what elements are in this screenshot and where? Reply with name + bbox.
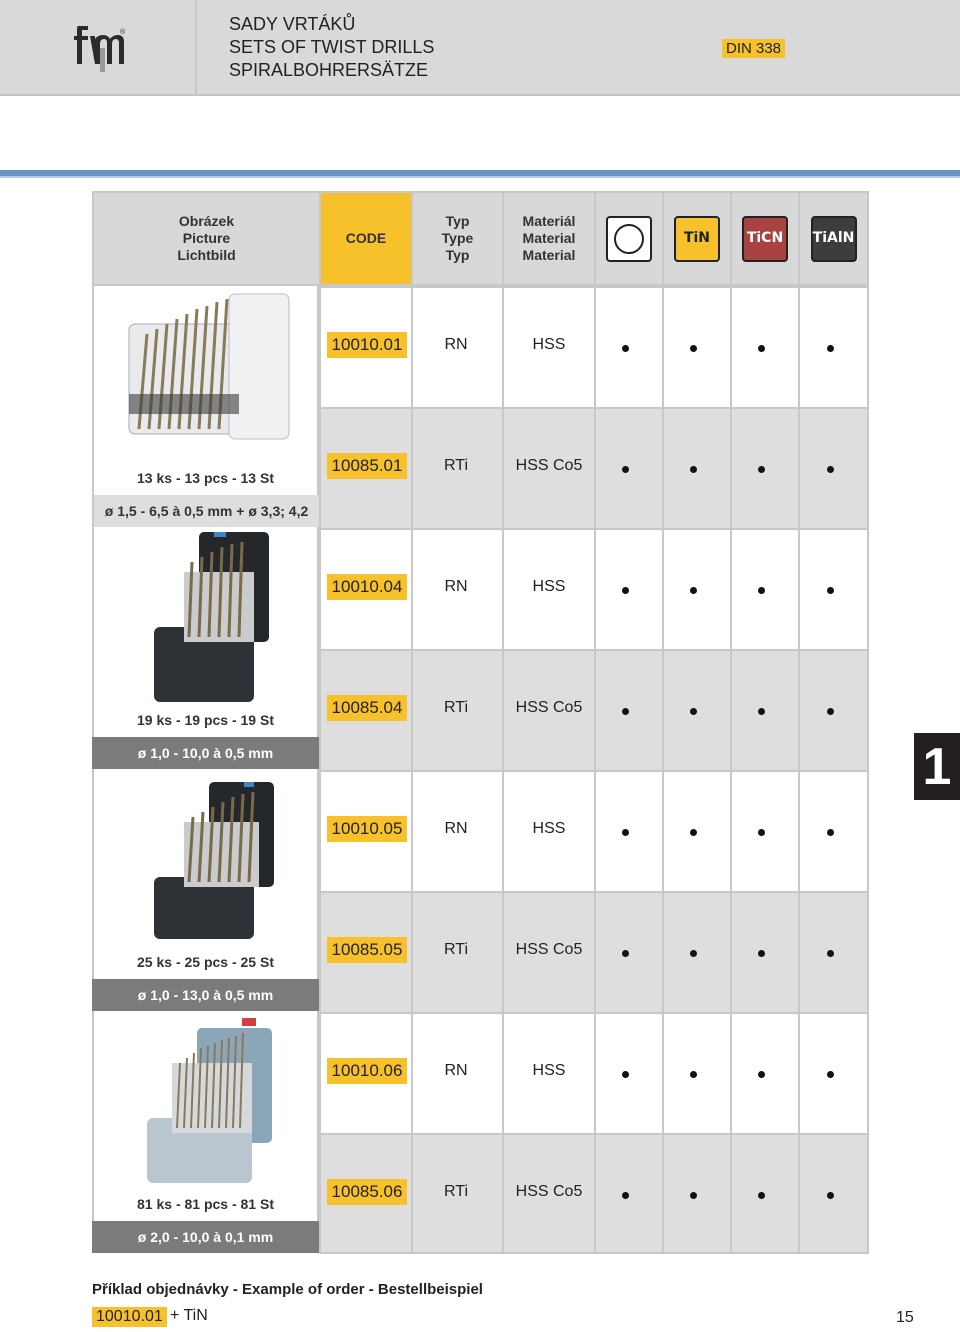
availability-dot <box>758 587 765 594</box>
example-suffix: + TiN <box>170 1307 208 1324</box>
product-material: HSS <box>532 1062 566 1079</box>
product-row <box>319 649 869 770</box>
column-divider <box>730 893 732 1012</box>
product-type: RN <box>444 578 468 595</box>
set-3-diameter: ø 1,0 - 13,0 à 0,5 mm <box>92 979 319 1011</box>
column-divider <box>798 651 800 770</box>
column-divider <box>411 530 413 649</box>
header-type-de: Typ <box>445 247 470 263</box>
column-divider <box>662 893 664 1012</box>
availability-dot <box>758 950 765 957</box>
set-2-diameter: ø 1,0 - 10,0 à 0,5 mm <box>92 737 319 769</box>
product-row <box>319 528 869 649</box>
column-divider <box>867 651 869 770</box>
product-row <box>319 770 869 891</box>
product-type: RN <box>444 820 468 837</box>
column-divider <box>662 530 664 649</box>
set-2-count: 19 ks - 19 pcs - 19 St <box>137 712 274 728</box>
ticn-badge: TiCN <box>742 216 788 262</box>
column-divider <box>798 288 800 407</box>
product-code: 10010.05 <box>327 816 407 842</box>
column-divider <box>662 651 664 770</box>
column-divider <box>411 772 413 891</box>
availability-dot <box>827 708 834 715</box>
availability-dot <box>827 345 834 352</box>
column-divider <box>662 288 664 407</box>
availability-dot <box>622 1192 629 1199</box>
column-divider <box>662 409 664 528</box>
column-divider <box>798 1014 800 1133</box>
availability-dot <box>758 466 765 473</box>
column-divider <box>319 409 321 528</box>
column-divider <box>867 288 869 407</box>
column-divider <box>730 288 732 407</box>
product-type: RN <box>444 1062 468 1079</box>
set-1-diameter: ø 1,5 - 6,5 à 0,5 mm + ø 3,3; 4,2 <box>92 495 319 527</box>
drill-set-13-image <box>119 294 289 444</box>
availability-dot <box>690 950 697 957</box>
column-divider <box>730 1014 732 1133</box>
header-type-en: Type <box>441 230 474 246</box>
column-divider <box>867 893 869 1012</box>
header-type-cz: Typ <box>445 213 470 229</box>
header-material-en: Material <box>522 230 576 246</box>
product-code: 10085.06 <box>327 1179 407 1205</box>
header-ticn <box>730 191 800 286</box>
column-divider <box>319 1014 321 1133</box>
product-row <box>319 1133 869 1254</box>
column-divider <box>319 1135 321 1252</box>
din-norm-badge: DIN 338 <box>722 39 785 58</box>
set-2-picture-cell <box>92 528 319 770</box>
availability-dot <box>827 1071 834 1078</box>
column-divider <box>730 772 732 891</box>
column-divider <box>319 651 321 770</box>
availability-dot <box>758 1071 765 1078</box>
svg-text:®: ® <box>120 29 126 36</box>
product-type: RTi <box>444 457 468 474</box>
availability-dot <box>622 587 629 594</box>
section-tab: 1 <box>914 733 960 800</box>
product-code: 10010.06 <box>327 1058 407 1084</box>
product-code: 10085.01 <box>327 453 407 479</box>
column-divider <box>867 772 869 891</box>
column-divider <box>730 651 732 770</box>
availability-dot <box>827 466 834 473</box>
availability-dot <box>622 829 629 836</box>
column-divider <box>319 893 321 1012</box>
column-divider <box>411 409 413 528</box>
availability-dot <box>827 1192 834 1199</box>
column-divider <box>798 409 800 528</box>
column-divider <box>662 1014 664 1133</box>
fm-logo <box>70 22 124 72</box>
tialn-badge: TiAlN <box>811 216 857 262</box>
product-material: HSS <box>532 578 566 595</box>
set-1-count: 13 ks - 13 pcs - 13 St <box>137 470 274 486</box>
product-type: RTi <box>444 941 468 958</box>
availability-dot <box>758 708 765 715</box>
set-3-count: 25 ks - 25 pcs - 25 St <box>137 954 274 970</box>
page-header <box>0 0 960 96</box>
column-divider <box>411 1135 413 1252</box>
header-picture-cz: Obrázek <box>178 213 235 229</box>
set-4-picture-cell <box>92 1012 319 1253</box>
set-1-picture-cell <box>92 286 319 528</box>
column-divider <box>319 530 321 649</box>
example-code: 10010.01 <box>92 1307 167 1327</box>
availability-dot <box>690 587 697 594</box>
product-row <box>319 1012 869 1133</box>
set-3-picture-cell <box>92 770 319 1012</box>
product-table <box>92 191 869 1253</box>
column-divider <box>867 1135 869 1252</box>
availability-dot <box>622 1071 629 1078</box>
set-4-count: 81 ks - 81 pcs - 81 St <box>137 1196 274 1212</box>
header-uncoated <box>594 191 664 286</box>
header-material <box>502 191 596 286</box>
column-divider <box>867 1014 869 1133</box>
availability-dot <box>690 466 697 473</box>
product-material: HSS <box>532 820 566 837</box>
title-cz: SADY VRTÁKŮ <box>229 14 356 34</box>
column-divider <box>867 409 869 528</box>
header-material-cz: Materiál <box>522 213 576 229</box>
uncoated-icon <box>606 216 652 262</box>
title-en: SETS OF TWIST DRILLS <box>229 37 435 57</box>
availability-dot <box>622 345 629 352</box>
availability-dot <box>690 1071 697 1078</box>
column-divider <box>319 288 321 407</box>
column-divider <box>411 651 413 770</box>
header-code-label: CODE <box>345 230 387 246</box>
availability-dot <box>827 950 834 957</box>
column-divider <box>730 530 732 649</box>
availability-dot <box>758 345 765 352</box>
header-tin <box>662 191 732 286</box>
title-de: SPIRALBOHRERSÄTZE <box>229 60 429 80</box>
column-divider <box>411 893 413 1012</box>
header-picture <box>92 191 321 286</box>
product-code: 10085.04 <box>327 695 407 721</box>
page-number: 15 <box>896 1309 914 1326</box>
product-material: HSS Co5 <box>515 1183 583 1200</box>
availability-dot <box>827 829 834 836</box>
product-code: 10085.05 <box>327 937 407 963</box>
drill-set-25-image <box>149 782 279 942</box>
product-row <box>319 407 869 528</box>
column-divider <box>798 772 800 891</box>
availability-dot <box>758 1192 765 1199</box>
column-divider <box>662 772 664 891</box>
blue-divider <box>0 170 960 176</box>
availability-dot <box>622 950 629 957</box>
column-divider <box>798 893 800 1012</box>
column-divider <box>411 288 413 407</box>
column-divider <box>411 1014 413 1133</box>
drill-set-19-image <box>144 532 274 707</box>
availability-dot <box>827 587 834 594</box>
product-material: HSS Co5 <box>515 457 583 474</box>
column-divider <box>798 1135 800 1252</box>
availability-dot <box>690 829 697 836</box>
product-type: RN <box>444 336 468 353</box>
availability-dot <box>690 345 697 352</box>
product-material: HSS <box>532 336 566 353</box>
availability-dot <box>622 708 629 715</box>
header-code <box>319 191 413 286</box>
availability-dot <box>690 708 697 715</box>
header-picture-de: Lichtbild <box>177 247 236 263</box>
header-tialn <box>798 191 869 286</box>
product-type: RTi <box>444 1183 468 1200</box>
column-divider <box>730 1135 732 1252</box>
set-4-diameter: ø 2,0 - 10,0 à 0,1 mm <box>92 1221 319 1253</box>
product-material: HSS Co5 <box>515 699 583 716</box>
product-code: 10010.04 <box>327 574 407 600</box>
availability-dot <box>622 466 629 473</box>
logo-cell <box>0 0 197 96</box>
product-row <box>319 286 869 407</box>
product-type: RTi <box>444 699 468 716</box>
product-material: HSS Co5 <box>515 941 583 958</box>
header-picture-en: Picture <box>182 230 231 246</box>
column-divider <box>798 530 800 649</box>
drill-set-81-image <box>142 1018 277 1188</box>
header-material-de: Material <box>522 247 576 263</box>
column-divider <box>662 1135 664 1252</box>
availability-dot <box>690 1192 697 1199</box>
page-titles <box>229 13 434 82</box>
column-divider <box>730 409 732 528</box>
tin-badge: TiN <box>674 216 720 262</box>
product-code: 10010.01 <box>327 332 407 358</box>
example-title: Příklad objednávky - Example of order - Bestellbeispiel <box>92 1281 483 1298</box>
column-divider <box>867 530 869 649</box>
column-divider <box>319 772 321 891</box>
product-row <box>319 891 869 1012</box>
availability-dot <box>758 829 765 836</box>
header-type <box>411 191 504 286</box>
